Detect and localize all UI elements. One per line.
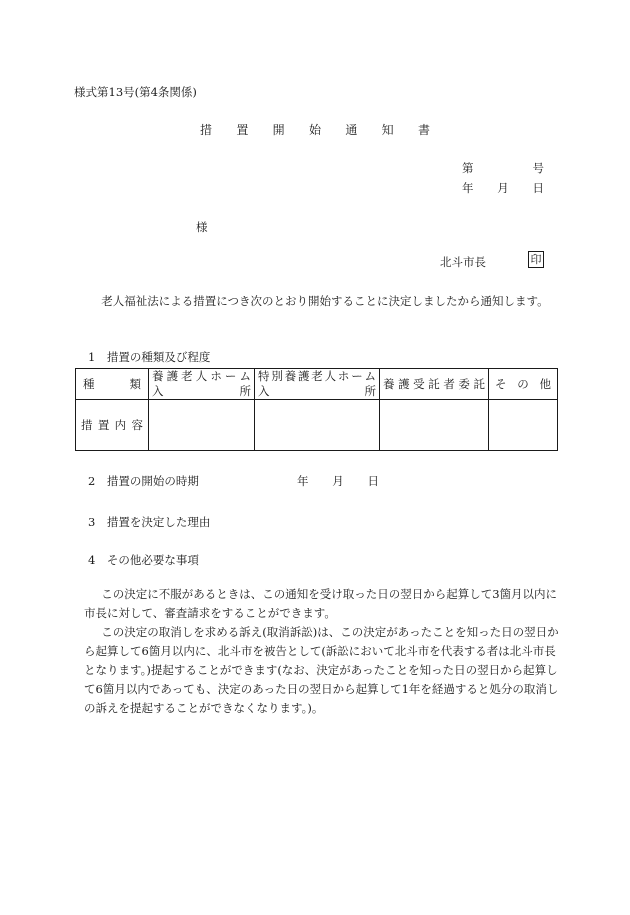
header-char: 受	[413, 377, 425, 391]
notice-paragraph-1: この決定に不服があるときは、この通知を受け取った日の翌日から起算して3箇月以内に市長に対して、審査請求をすることができます。	[84, 587, 558, 620]
table-row	[76, 400, 558, 451]
header-itaku	[380, 369, 489, 400]
table-cell-other	[489, 400, 558, 451]
header-char: 老	[181, 369, 193, 383]
start-date-day: 日	[367, 474, 379, 488]
header-char: 老	[311, 369, 323, 383]
start-date-year: 年	[297, 474, 309, 488]
recipient-suffix: 様	[196, 220, 208, 234]
header-char: 者	[443, 377, 455, 391]
row-label-char: 置	[97, 418, 110, 432]
header-char: の	[517, 377, 529, 391]
header-char: 護	[297, 369, 310, 383]
seal-mark: 印	[528, 251, 544, 268]
header-char: ホ	[337, 369, 350, 383]
header-char: 特	[258, 369, 270, 383]
header-char: 人	[324, 369, 337, 383]
title-char: 始	[308, 123, 321, 137]
section-3-heading: 3 措置を決定した理由	[88, 515, 211, 529]
header-char: 託	[428, 377, 440, 391]
doc-number-dai: 第	[462, 161, 474, 175]
header-char: ー	[351, 369, 363, 383]
header-char: 入	[152, 384, 164, 398]
start-date-month: 月	[332, 474, 344, 488]
header-char: 別	[271, 369, 283, 383]
row-label-measure-content	[76, 400, 149, 451]
title-char: 措	[200, 123, 213, 137]
title-char: 置	[236, 123, 249, 137]
doc-number-go: 号	[532, 161, 544, 175]
section-4-heading: 4 その他必要な事項	[88, 553, 199, 567]
header-type-label	[76, 369, 149, 400]
header-other	[489, 369, 558, 400]
section-1-heading: 1 措置の種類及び程度	[88, 350, 211, 364]
form-id: 様式第13号(第4条関係)	[74, 85, 197, 99]
title-char: 開	[272, 123, 285, 137]
header-tokubetsu-home	[255, 369, 380, 400]
header-char: 委	[458, 377, 470, 391]
header-char: 種	[83, 377, 95, 391]
date-day: 日	[532, 181, 544, 195]
section-2-heading: 2 措置の開始の時期	[88, 474, 199, 488]
measures-table	[75, 368, 558, 451]
issue-date	[462, 180, 544, 196]
table-cell-youkei	[149, 400, 255, 451]
header-char: そ	[495, 377, 507, 391]
header-char: 護	[398, 377, 410, 391]
row-label-char: 内	[114, 418, 127, 432]
row-label-char: 措	[81, 418, 93, 432]
date-month: 月	[497, 181, 509, 195]
header-char: 養	[383, 377, 395, 391]
title-char: 書	[417, 123, 430, 137]
header-char: 養	[284, 369, 297, 383]
title-char: 通	[345, 123, 358, 137]
header-char: ー	[224, 369, 237, 383]
header-char: ム	[364, 369, 376, 383]
intro-text: 老人福祉法による措置につき次のとおり開始することに決定しましたから通知します。	[101, 294, 549, 308]
appeal-notice	[84, 585, 562, 718]
header-char: 養	[152, 369, 164, 383]
table-header-row	[76, 369, 558, 400]
header-char: 人	[195, 369, 208, 383]
table-cell-itaku	[380, 400, 489, 451]
header-youkei-home	[149, 369, 255, 400]
header-char: ホ	[210, 369, 222, 383]
issuer-name: 北斗市長	[440, 255, 486, 269]
row-label-char: 容	[131, 418, 143, 432]
document-number	[462, 160, 544, 176]
header-char: 所	[239, 384, 251, 398]
date-year: 年	[462, 181, 474, 195]
notice-paragraph-2: この決定の取消しを求める訴え(取消訴訟)は、この決定があったことを知った日の翌日から起算して6箇月以内に、北斗市を被告として(訴訟において北斗市を代表する者は北斗市長となります。)提起することができます(なお、決定があったことを知った日の翌日から起算して6箇月以内であっても、決定のあった日の翌日から起算して1年を経過すると処分の取消しの訴えを提起することができなくなります。)。	[84, 625, 559, 715]
header-char: ム	[239, 369, 251, 383]
header-char: 託	[473, 377, 485, 391]
table-cell-tokubetsu	[255, 400, 380, 451]
header-char: 他	[539, 377, 551, 391]
header-char: 護	[166, 369, 179, 383]
header-char: 所	[364, 384, 376, 398]
header-char: 類	[129, 377, 141, 391]
document-title	[200, 121, 430, 138]
title-char: 知	[381, 123, 394, 137]
header-char: 入	[258, 384, 270, 398]
start-date	[297, 473, 379, 489]
